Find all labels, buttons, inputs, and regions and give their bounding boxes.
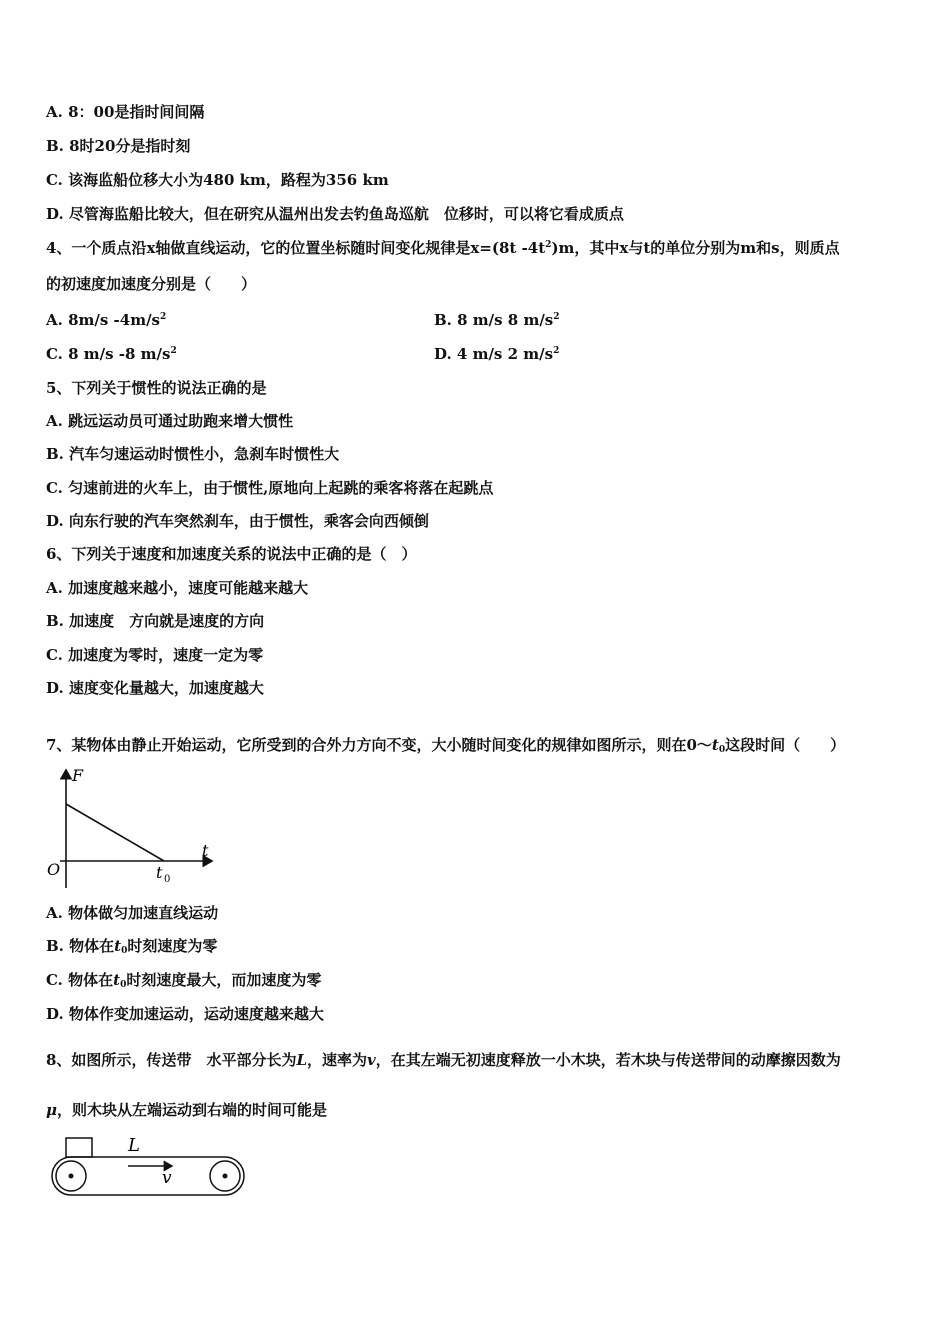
q7-symbol-t: t (114, 937, 122, 955)
q4-option-superscript: 2 (553, 346, 560, 356)
label-t0: t (156, 863, 163, 882)
q4-stem-text: 4、一个质点沿x轴做直线运动，它的位置坐标随时间变化规律是x=(8t -4t (46, 239, 546, 257)
force-time-graph (40, 762, 230, 892)
label-t: t (202, 841, 209, 860)
q7-stem-text: 7、某物体由静止开始运动，它所受到的合外力方向不变，大小随时间变化的规律如图所示，则在0～ (46, 736, 712, 754)
q4-stem-line-2: 的初速度加速度分别是（ ） (46, 275, 257, 293)
q7-option-b (46, 936, 217, 956)
q7-option-text: C. 物体在 (46, 971, 114, 989)
q8-stem-text: ，则木块从左端运动到右端的时间可能是 (56, 1101, 327, 1119)
q3-option-d: D. 尽管海监船比较大，但在研究从温州出发去钓鱼岛巡航 位移时，可以将它看成质点 (46, 205, 624, 223)
q8-stem-text: ，速率为 (307, 1051, 368, 1069)
q7-subscript: 0 (120, 980, 127, 990)
q4-option-text: B. 8 m/s 8 m/s (434, 311, 554, 329)
q8-stem-line-1 (46, 1050, 841, 1070)
q3-option-c: C. 该海监船位移大小为480 km，路程为356 km (46, 171, 389, 189)
belt-left-end (52, 1157, 71, 1195)
q4-option-d (434, 344, 559, 364)
q4-option-c (46, 344, 177, 364)
q7-symbol-t: t (711, 736, 719, 754)
q8-stem-text: 8、如图所示，传送带 水平部分长为 (46, 1051, 297, 1069)
conveyor-belt-figure (44, 1130, 254, 1202)
label-t0-subscript: 0 (164, 874, 171, 885)
q7-option-a: A. 物体做匀加速直线运动 (46, 904, 219, 922)
q4-option-superscript: 2 (170, 346, 177, 356)
belt-right-end (225, 1157, 244, 1195)
q7-option-c (46, 970, 321, 990)
q5-stem: 5、下列关于惯性的说法正确的是 (46, 379, 267, 397)
label-o: O (47, 860, 61, 879)
q4-stem-line-1 (46, 238, 840, 258)
q5-option-c: C. 匀速前进的火车上，由于惯性,原地向上起跳的乘客将落在起跳点 (46, 479, 494, 497)
q7-symbol-t: t (113, 971, 121, 989)
q7-option-text: 时刻速度为零 (127, 937, 218, 955)
q4-option-text: A. 8m/s -4m/s (46, 311, 160, 329)
right-roller-axle (223, 1174, 228, 1179)
q6-option-b: B. 加速度 方向就是速度的方向 (46, 612, 265, 630)
label-f: F (72, 766, 84, 785)
q8-stem-line-2 (46, 1100, 327, 1120)
label-l: L (128, 1135, 140, 1156)
q8-symbol-mu: μ (46, 1101, 57, 1119)
q8-symbol-l: L (296, 1051, 307, 1069)
q6-option-a: A. 加速度越来越小，速度可能越来越大 (46, 579, 309, 597)
q7-option-d: D. 物体作变加速运动，运动速度越来越大 (46, 1005, 324, 1023)
q8-symbol-v: v (367, 1051, 376, 1069)
force-line (66, 804, 164, 861)
q4-option-b (434, 310, 560, 330)
q3-option-b: B. 8时20分是指时刻 (46, 137, 191, 155)
q7-subscript: 0 (718, 745, 726, 755)
q4-stem-superscript: 2 (545, 240, 552, 250)
q5-option-b: B. 汽车匀速运动时惯性小，急刹车时惯性大 (46, 445, 340, 463)
q7-option-text: B. 物体在 (46, 937, 115, 955)
q6-option-d: D. 速度变化量越大，加速度越大 (46, 679, 264, 697)
q3-option-a: A. 8：00是指时间间隔 (46, 103, 205, 121)
left-roller-axle (69, 1174, 74, 1179)
q7-stem-text: 这段时间（ ） (725, 736, 846, 754)
q4-option-text: C. 8 m/s -8 m/s (46, 345, 171, 363)
q6-option-c: C. 加速度为零时，速度一定为零 (46, 646, 264, 664)
q4-option-superscript: 2 (553, 312, 560, 322)
q4-option-superscript: 2 (160, 312, 167, 322)
wooden-block (66, 1138, 92, 1157)
q7-subscript: 0 (121, 946, 128, 956)
q4-stem-text: )m，其中x与t的单位分别为m和s，则质点 (551, 239, 840, 257)
q7-stem (46, 735, 845, 755)
q5-option-a: A. 跳远运动员可通过助跑来增大惯性 (46, 412, 294, 430)
q6-stem: 6、下列关于速度和加速度关系的说法中正确的是（ ） (46, 545, 417, 563)
q4-option-text: D. 4 m/s 2 m/s (434, 345, 554, 363)
q8-stem-text: ，在其左端无初速度释放一小木块，若木块与传送带间的动摩擦因数为 (375, 1051, 841, 1069)
q5-option-d: D. 向东行驶的汽车突然刹车，由于惯性，乘客会向西倾倒 (46, 512, 429, 530)
label-v: v (162, 1168, 172, 1188)
q7-option-text: 时刻速度最大，而加速度为零 (126, 971, 322, 989)
q4-option-a (46, 310, 166, 330)
